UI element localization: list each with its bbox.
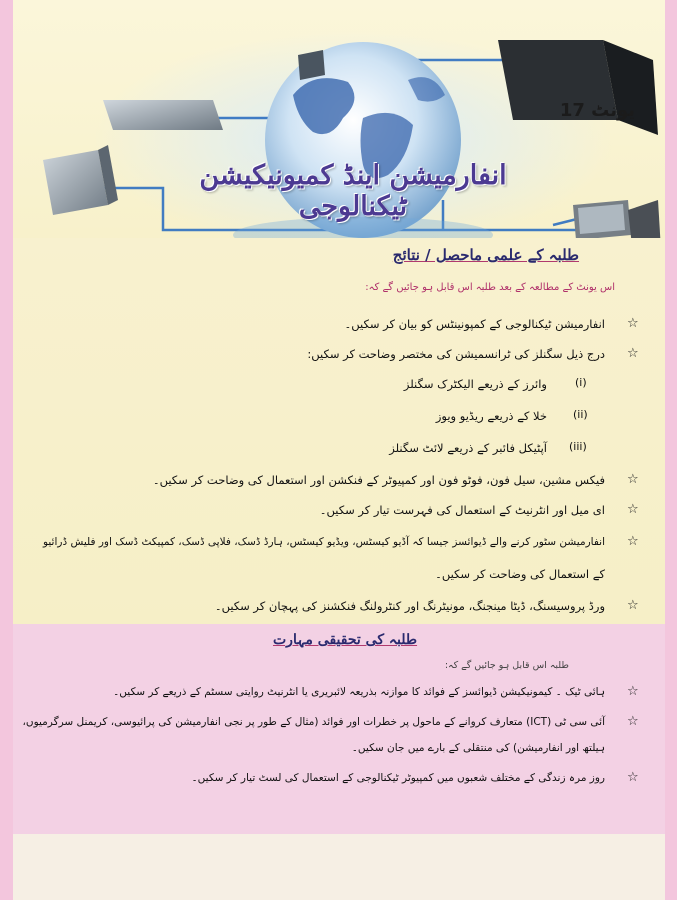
skills-intro: طلبہ اس قابل ہو جائیں گے کہ: [444,660,569,671]
sub-number: (i) [575,376,587,389]
outcome-item: انفارمیشن ٹیکنالوجی کے کمپونینٹس کو بیان کر سکیں۔ [344,317,605,331]
skills-heading: طلبہ کی تحقیقی مہارت [273,632,418,648]
sub-number: (ii) [573,408,588,421]
star-icon: ☆ [627,346,639,361]
outcomes-intro: اس یونٹ کے مطالعہ کے بعد طلبہ اس قابل ہو جائیں گے کہ: [365,282,615,293]
star-icon: ☆ [627,714,639,729]
page-title: انفارمیشن اینڈ کمیونیکیشن ٹیکنالوجی [199,160,507,222]
star-icon: ☆ [627,472,639,487]
skill-item: آئی سی ٹی (ICT) متعارف کروانے کے ماحول پر خطرات اور فوائد (مثال کے طور پر نجی انفارمیشن کی پرائیوسی، کریمنل سرگرمیوں، [22,716,605,728]
star-icon: ☆ [627,598,639,613]
outcome-item: انفارمیشن سٹور کرنے والے ڈیوائسز جیسا کہ آڈیو کیسٹس، ویڈیو کیسٹس، ہارڈ ڈسک، فلاپی ڈسک، کمپیکٹ ڈسک اور فلیش ڈرائیو [42,536,605,548]
sub-item: آپٹیکل فائبر کے ذریعے لائٹ سگنلز [389,441,547,455]
sub-number: (iii) [569,440,587,453]
outcome-item: فیکس مشین، سیل فون، فوٹو فون اور کمپیوٹر کے فنکشن اور استعمال کی وضاحت کر سکیں۔ [152,473,605,487]
sub-item: وائرز کے ذریعے الیکٹرک سگنلز [403,377,547,391]
outcome-item: ای میل اور انٹرنیٹ کے استعمال کی فہرست تیار کر سکیں۔ [319,503,605,517]
unit-number: یونٹ 17 [559,100,635,121]
outcome-item: درج ذیل سگنلز کی ٹرانسمیشن کی مختصر وضاحت کر سکیں: [307,347,605,361]
outcome-item-continued: کے استعمال کی وضاحت کر سکیں۔ [435,567,605,581]
star-icon: ☆ [627,316,639,331]
skill-item: روز مرہ زندگی کے مختلف شعبوں میں کمپیوٹر ٹیکنالوجی کے استعمال کی لسٹ تیار کر سکیں۔ [191,772,605,784]
star-icon: ☆ [627,684,639,699]
sub-item: خلا کے ذریعے ریڈیو ویوز [435,409,547,423]
star-icon: ☆ [627,534,639,549]
star-icon: ☆ [627,770,639,785]
page-footer-area [13,834,665,900]
outcome-item: ورڈ پروسیسنگ، ڈیٹا مینجنگ، مونیٹرنگ اور کنٹرولنگ فنکشنز کی پہچان کر سکیں۔ [214,599,605,613]
outcomes-heading: طلبہ کے علمی ماحصل / نتائج [392,246,579,264]
skill-item: ہائی ٹیک ۔ کیمونیکیشن ڈیوائسز کے فوائد کا موازنہ بذریعہ لائبریری یا انٹرنیٹ روایتی سسٹم کے ذریعے کر سکیں۔ [113,686,605,698]
skill-item-continued: ہیلتھ اور انفارمیشن) کی منتقلی کے بارے میں جان سکیں۔ [351,742,605,754]
document-page [13,0,665,900]
star-icon: ☆ [627,502,639,517]
